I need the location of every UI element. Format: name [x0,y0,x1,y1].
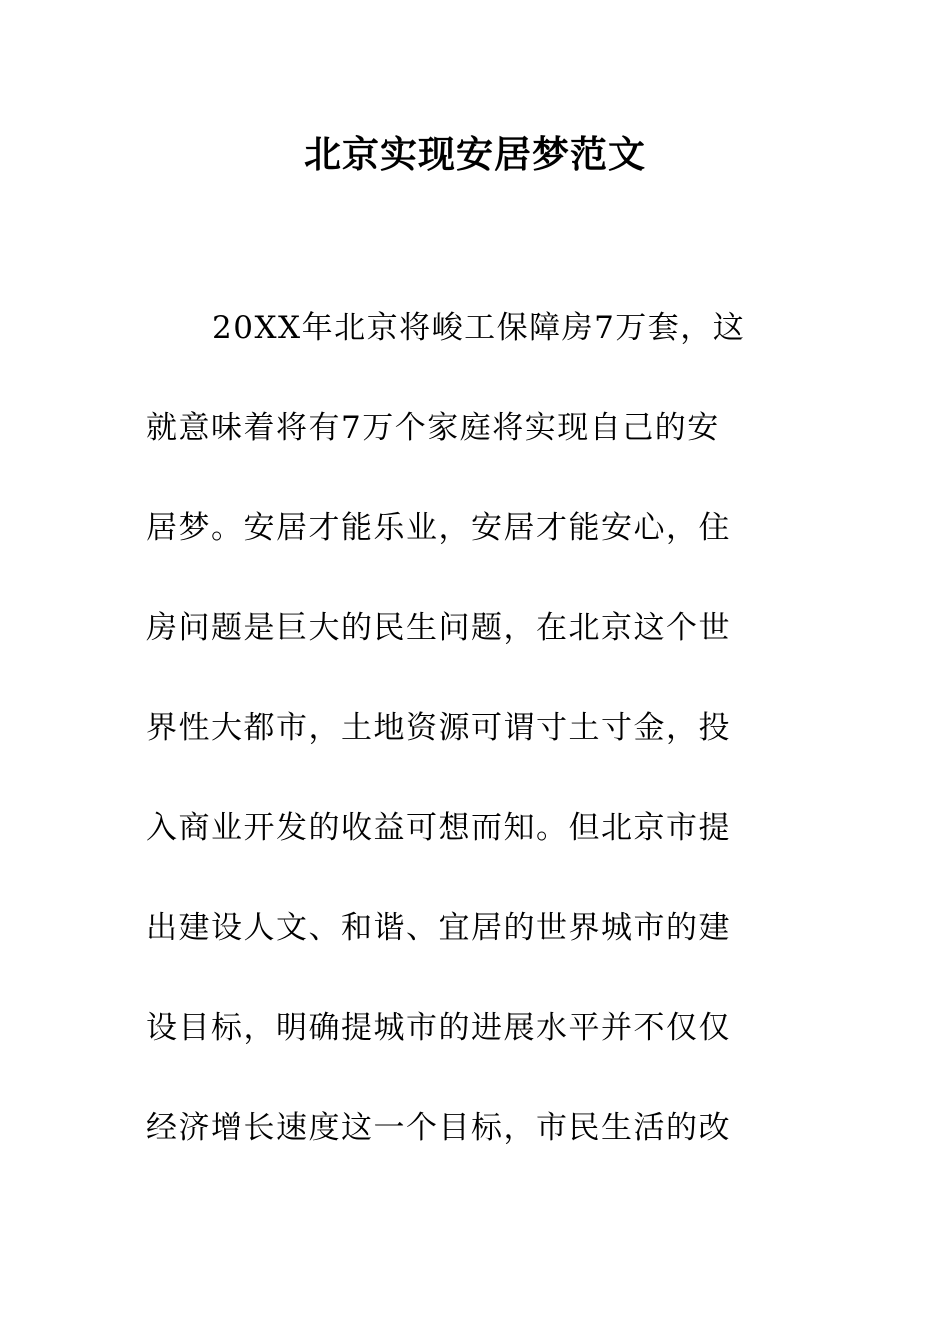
body-line: 20XX年北京将峻工保障房7万套，这 [212,310,746,346]
body-line: 界性大都市，土地资源可谓寸土寸金，投 [146,710,731,746]
body-line: 就意味着将有7万个家庭将实现自己的安 [146,410,720,446]
body-line: 居梦。安居才能乐业，安居才能安心，住 [146,510,731,546]
body-line: 出建设人文、和谐、宜居的世界城市的建 [146,910,731,946]
body-line: 房问题是巨大的民生问题，在北京这个世 [146,610,731,646]
body-line: 经济增长速度这一个目标，市民生活的改 [146,1110,731,1146]
document-title: 北京实现安居梦范文 [304,132,646,176]
body-line: 入商业开发的收益可想而知。但北京市提 [146,810,731,846]
document-body [146,300,786,1200]
body-line: 设目标，明确提城市的进展水平并不仅仅 [146,1010,731,1046]
